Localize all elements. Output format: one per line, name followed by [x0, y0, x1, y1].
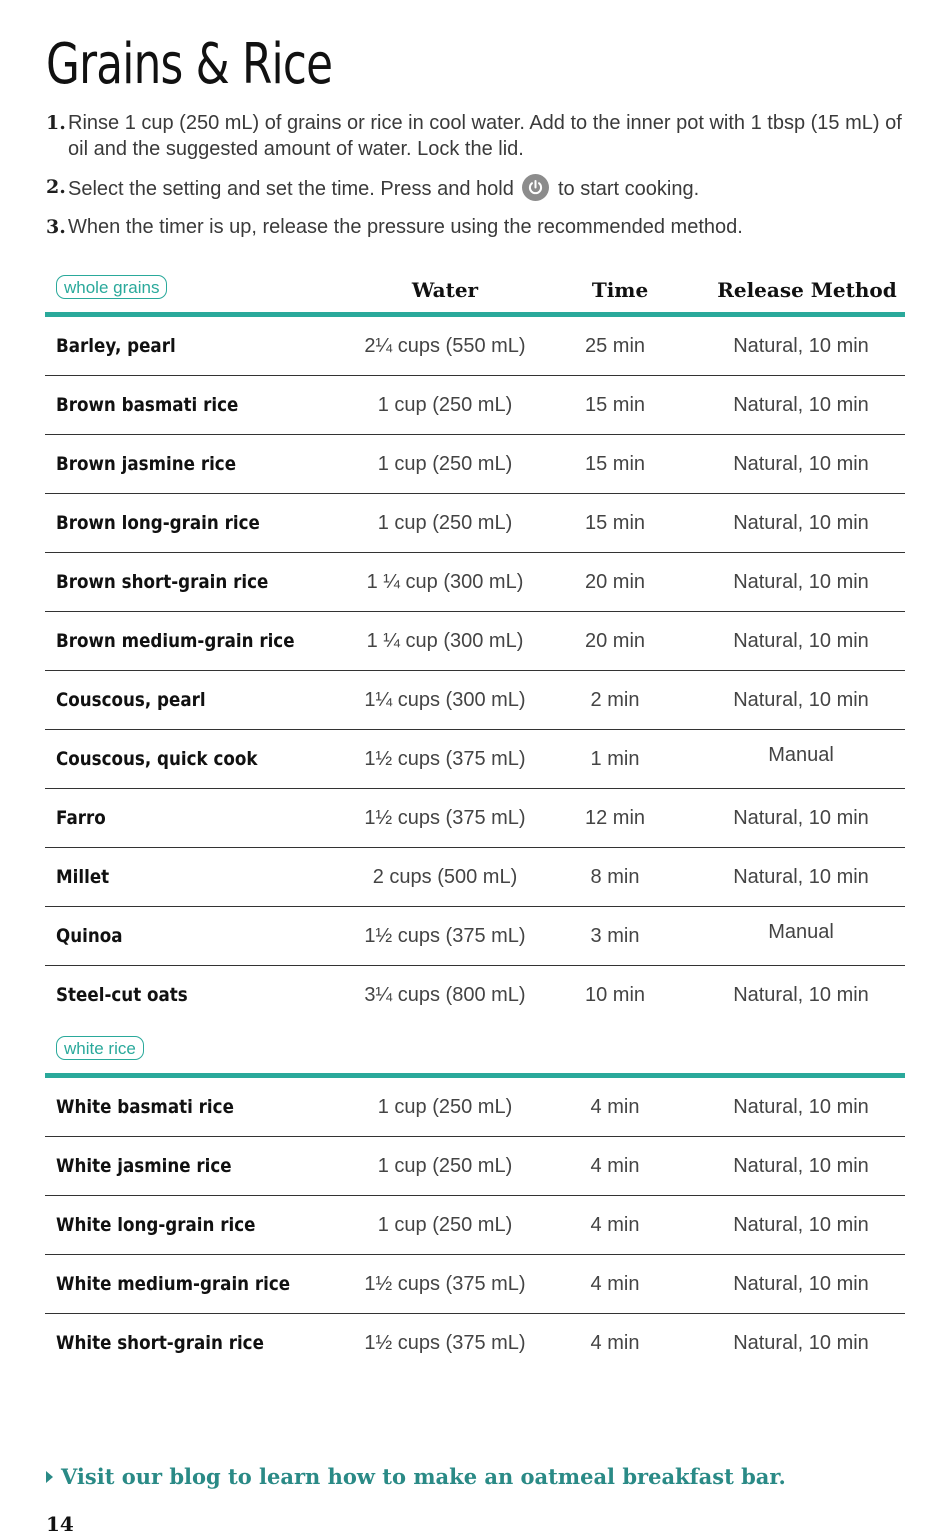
release-method: Natural, 10 min	[733, 453, 869, 475]
water-amount: 1 cup (250 mL)	[377, 1155, 513, 1177]
cook-time: 4 min	[590, 1155, 640, 1177]
blog-link-text[interactable]: Visit our blog to learn how to make an oatmeal breakfast bar.	[61, 1464, 786, 1489]
water-amount: 1 cup (250 mL)	[377, 1214, 513, 1236]
table-row	[45, 612, 905, 671]
release-method: Natural, 10 min	[733, 689, 869, 711]
step-number: 3.	[46, 216, 66, 238]
water-amount: 1½ cups (375 mL)	[364, 748, 526, 770]
water-amount: 2¼ cups (550 mL)	[364, 335, 526, 357]
instruction-steps	[46, 110, 906, 252]
grain-name: Farro	[56, 807, 106, 829]
cook-time: 20 min	[584, 571, 646, 593]
water-amount: 2 cups (500 mL)	[372, 866, 518, 888]
table-row	[45, 966, 905, 1025]
page-title: Grains & Rice	[46, 32, 333, 97]
cook-time: 15 min	[584, 512, 646, 534]
step-2	[46, 174, 906, 202]
cook-time: 15 min	[584, 453, 646, 475]
cook-time: 25 min	[584, 335, 646, 357]
step-text: Rinse 1 cup (250 mL) of grains or rice in cool water. Add to the inner pot with 1 tbsp (15 mL) of oil and the suggested amount of water. Lock the lid.	[68, 112, 902, 160]
chevron-right-icon	[46, 1471, 53, 1483]
step-3	[46, 214, 906, 240]
grain-name: Brown long-grain rice	[56, 512, 260, 534]
grain-name: Brown medium-grain rice	[56, 630, 295, 652]
table-row	[45, 1255, 905, 1314]
grain-name: White medium-grain rice	[56, 1273, 291, 1295]
table-row	[45, 1137, 905, 1196]
cook-time: 3 min	[590, 925, 640, 947]
cook-time: 1 min	[590, 748, 640, 770]
step-number: 2.	[46, 176, 66, 198]
cook-time: 12 min	[584, 807, 646, 829]
cook-time: 4 min	[590, 1332, 640, 1354]
water-amount: 1 ¼ cup (300 mL)	[366, 630, 524, 652]
release-method: Natural, 10 min	[733, 335, 869, 357]
water-amount: 1½ cups (375 mL)	[364, 1273, 526, 1295]
step-1	[46, 110, 906, 162]
grain-name: Quinoa	[56, 925, 123, 947]
cook-time: 20 min	[584, 630, 646, 652]
water-amount: 1 cup (250 mL)	[377, 512, 513, 534]
table-row	[45, 1078, 905, 1137]
cook-time: 2 min	[590, 689, 640, 711]
release-method: Natural, 10 min	[733, 807, 869, 829]
water-amount: 1½ cups (375 mL)	[364, 925, 526, 947]
release-method: Manual	[768, 744, 834, 766]
release-method: Natural, 10 min	[733, 984, 869, 1006]
table-row	[45, 1314, 905, 1373]
blog-link[interactable]	[46, 1462, 786, 1492]
column-header-release: Release Method	[717, 278, 897, 302]
water-amount: 1¼ cups (300 mL)	[364, 689, 526, 711]
release-method: Natural, 10 min	[733, 630, 869, 652]
release-method: Manual	[768, 921, 834, 943]
table-row	[45, 907, 905, 966]
release-method: Natural, 10 min	[733, 571, 869, 593]
step-text-after: to start cooking.	[557, 178, 700, 200]
table-row	[45, 1196, 905, 1255]
cook-time: 8 min	[590, 866, 640, 888]
water-amount: 1 cup (250 mL)	[377, 1096, 513, 1118]
section-tag-whole-grains: whole grains	[56, 275, 167, 299]
table-row	[45, 317, 905, 376]
grain-name: White long-grain rice	[56, 1214, 256, 1236]
page-number: 14	[46, 1512, 74, 1536]
release-method: Natural, 10 min	[733, 1273, 869, 1295]
grain-name: Brown short-grain rice	[56, 571, 269, 593]
table-row	[45, 494, 905, 553]
grain-name: Couscous, pearl	[56, 689, 206, 711]
release-method: Natural, 10 min	[733, 512, 869, 534]
release-method: Natural, 10 min	[733, 1332, 869, 1354]
release-method: Natural, 10 min	[733, 866, 869, 888]
grain-name: Barley, pearl	[56, 335, 176, 357]
grain-name: White short-grain rice	[56, 1332, 264, 1354]
column-header-water: Water	[411, 278, 479, 302]
grain-name: Brown jasmine rice	[56, 453, 237, 475]
cook-time: 4 min	[590, 1096, 640, 1118]
release-method: Natural, 10 min	[733, 394, 869, 416]
release-method: Natural, 10 min	[733, 1214, 869, 1236]
grain-name: Couscous, quick cook	[56, 748, 258, 770]
step-text: When the timer is up, release the pressure using the recommended method.	[68, 216, 743, 238]
power-icon	[522, 174, 549, 201]
cook-time: 10 min	[584, 984, 646, 1006]
cook-time: 15 min	[584, 394, 646, 416]
cook-time: 4 min	[590, 1214, 640, 1236]
step-text-before: Select the setting and set the time. Press and hold	[68, 178, 514, 200]
grain-name: Brown basmati rice	[56, 394, 239, 416]
table-row	[45, 671, 905, 730]
table-row	[45, 730, 905, 789]
water-amount: 1 ¼ cup (300 mL)	[366, 571, 524, 593]
table-row	[45, 376, 905, 435]
water-amount: 3¼ cups (800 mL)	[364, 984, 526, 1006]
step-number: 1.	[46, 112, 66, 134]
grain-name: Millet	[56, 866, 110, 888]
table-row	[45, 848, 905, 907]
table-row	[45, 553, 905, 612]
grain-name: White basmati rice	[56, 1096, 234, 1118]
water-amount: 1 cup (250 mL)	[377, 453, 513, 475]
water-amount: 1½ cups (375 mL)	[364, 807, 526, 829]
release-method: Natural, 10 min	[733, 1096, 869, 1118]
table-row	[45, 435, 905, 494]
grain-name: White jasmine rice	[56, 1155, 232, 1177]
column-header-time: Time	[591, 278, 649, 302]
section-tag-white-rice: white rice	[56, 1036, 144, 1060]
cook-time: 4 min	[590, 1273, 640, 1295]
release-method: Natural, 10 min	[733, 1155, 869, 1177]
water-amount: 1 cup (250 mL)	[377, 394, 513, 416]
table-row	[45, 789, 905, 848]
water-amount: 1½ cups (375 mL)	[364, 1332, 526, 1354]
grain-name: Steel-cut oats	[56, 984, 188, 1006]
